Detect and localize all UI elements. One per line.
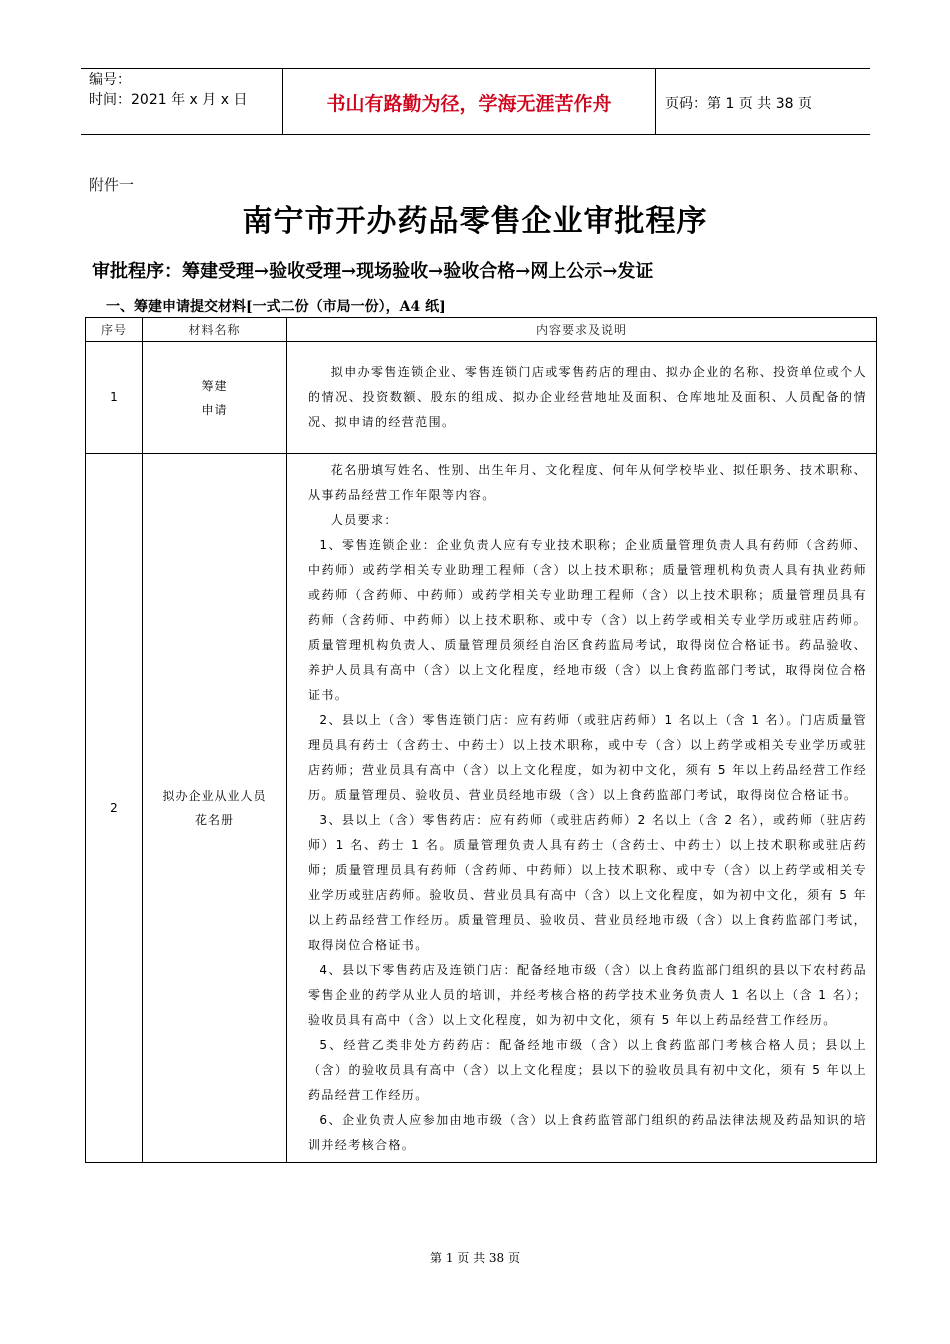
row-number: 1 bbox=[86, 342, 143, 454]
material-name-line: 拟办企业从业人员 bbox=[162, 789, 267, 803]
page-title: 南宁市开办药品零售企业审批程序 bbox=[242, 204, 708, 239]
table-row bbox=[86, 342, 877, 454]
materials-table bbox=[85, 317, 877, 1163]
document-date: 时间：2021 年 x 月 x 日 bbox=[89, 92, 248, 108]
motto: 书山有路勤为径，学海无涯苦作舟 bbox=[326, 93, 612, 115]
page-counter: 页码：第 1 页 共 38 页 bbox=[665, 96, 812, 112]
requirement-paragraph: 6、企业负责人应参加由地市级（含）以上食药监管部门组织的药品法律法规及药品知识的培训并经考核合格。 bbox=[308, 1113, 867, 1152]
requirement-cell bbox=[287, 342, 877, 454]
row-number: 2 bbox=[86, 454, 143, 1163]
table-row bbox=[86, 454, 877, 1163]
table-header-row bbox=[86, 318, 877, 342]
requirement-paragraph: 5、经营乙类非处方药药店：配备经地市级（含）以上食药监部门考核合格人员；县以上（含）的验收员具有高中（含）以上文化程度；县以下的验收员具有初中文化，须有 5 年以上药品经营工作经历。 bbox=[308, 1038, 867, 1102]
material-name bbox=[143, 454, 287, 1163]
requirement-paragraph: 1、零售连锁企业：企业负责人应有专业技术职称；企业质量管理负责人具有药师（含药师、中药师）或药学相关专业助理工程师（含）以上技术职称；质量管理机构负责人具有执业药师或药师（含药师、中药师）或药学相关专业助理工程师（含）以上技术职称；质量管理员具有药师（含药师、中药师）以上技术职称、或中专（含）以上药学或相关专业学历或驻店药师。质量管理机构负责人、质量管理员须经自治区食药监局考试，取得岗位合格证书。药品验收、养护人员具有高中（含）以上文化程度，经地市级（含）以上食药监部门考试，取得岗位合格证书。 bbox=[308, 538, 867, 702]
requirement-paragraph: 人员要求： bbox=[330, 513, 398, 527]
page-footer: 第 1 页 共 38 页 bbox=[430, 1251, 520, 1265]
requirement-paragraph: 2、县以上（含）零售连锁门店：应有药师（或驻店药师）1 名以上（含 1 名）。门店质量管理员具有药士（含药士、中药士）以上技术职称，或中专（含）以上药学或相关专业学历或驻店药师；营业员具有高中（含）以上文化程度，如为初中文化，须有 5 年以上药品经营工作经历。质量管理员、验收员、营业员经地市级（含）以上食药监部门考试，取得岗位合格证书。 bbox=[308, 713, 867, 802]
material-name bbox=[143, 342, 287, 454]
attachment-label: 附件一 bbox=[89, 176, 135, 194]
material-name-line: 筹建 bbox=[201, 378, 228, 393]
requirement-paragraph: 拟申办零售连锁企业、零售连锁门店或零售药店的理由、拟办企业的名称、投资单位或个人的情况、投资数额、股东的组成、拟办企业经营地址及面积、仓库地址及面积、人员配备的情况、拟申请的经营范围。 bbox=[308, 365, 867, 429]
requirement-cell bbox=[287, 454, 877, 1163]
header-meta bbox=[89, 70, 247, 110]
header-motto-box bbox=[282, 69, 656, 134]
section-heading: 一、筹建申请提交材料[一式二份（市局一份），A4 纸] bbox=[106, 299, 446, 315]
column-header-requirements: 内容要求及说明 bbox=[287, 318, 877, 342]
column-header-material: 材料名称 bbox=[143, 318, 287, 342]
material-name-line: 申请 bbox=[201, 402, 228, 417]
requirement-paragraph: 花名册填写姓名、性别、出生年月、文化程度、何年从何学校毕业、拟任职务、技术职称、从事药品经营工作年限等内容。 bbox=[308, 463, 867, 502]
column-header-number: 序号 bbox=[86, 318, 143, 342]
material-name-line: 花名册 bbox=[194, 813, 234, 827]
header-bottom-rule bbox=[81, 134, 870, 135]
document-number: 编号： bbox=[89, 72, 131, 88]
requirement-paragraph: 4、县以下零售药店及连锁门店：配备经地市级（含）以上食药监部门组织的县以下农村药品零售企业的药学从业人员的培训，并经考核合格的药学技术业务负责人 1 名以上（含 1 名）；验收员具有高中（含）以上文化程度，如为初中文化，须有 5 年以上药品经营工作经历。 bbox=[308, 963, 867, 1027]
requirement-paragraph: 3、县以上（含）零售药店：应有药师（或驻店药师）2 名以上（含 2 名），或药师（驻店药师）1 名、药士 1 名。质量管理负责人具有药士（含药士、中药士）以上技术职称或驻店药师；质量管理员具有药师（含药师、中药师）以上技术职称、或中专（含）以上药学或相关专业学历或驻店药师。验收员、营业员具有高中（含）以上文化程度，如为初中文化，须有 5 年以上药品经营工作经历。质量管理员、验收员、营业员经地市级（含）以上食药监部门考试，取得岗位合格证书。 bbox=[308, 813, 867, 952]
procedure-line: 审批程序：筹建受理→验收受理→现场验收→验收合格→网上公示→发证 bbox=[92, 261, 654, 282]
